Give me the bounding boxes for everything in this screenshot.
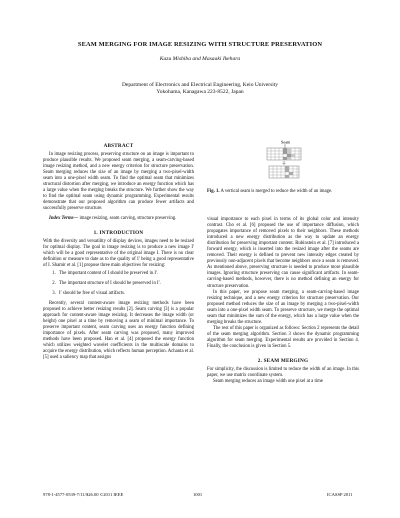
figure-caption [207, 189, 359, 195]
footer-conference: ICASSP 2011 [327, 492, 353, 497]
paper-affiliation [20, 82, 380, 96]
right-paragraph-3: The rest of this paper is organized as follows: Section 2 represents the detail of the seam merging algorithm. Section 3 shows the dynamic programming algorithm for seam merging. Experimental results are provided in Section 4. Finally, the conclusion is given in Section 5. [207, 325, 359, 349]
section-2-heading: 2. SEAM MERGING [257, 358, 309, 365]
intro-heading: 1. INTRODUCTION [93, 229, 144, 236]
left-column [43, 143, 194, 361]
seam-merging-diagram [263, 139, 305, 179]
index-terms [43, 216, 194, 222]
section-2-paragraph-2: Seam merging reduces an image width one pixel at a time [213, 379, 323, 385]
objectives-list [43, 271, 194, 297]
footer-page-number: 1001 [193, 492, 203, 497]
index-terms-text: image resizing, seam carving, structure preserving. [78, 215, 177, 221]
intro-paragraph-1: With the diversity and versatility of display devices, images need to be resized for optimal display. The goal in image resizing is to produce a new image I′ which will be a good representative of the original image I. There is no clear definition or measure to date as to the quality of I′ being a good representative of I. Shamir et al. [1] propose three main objectives for resizing: [43, 238, 194, 268]
right-paragraph-2: In this paper, we propose seam merging, a seam-carving-based image resizing technique, and a new energy criterion for structure preservation. Our proposed method reduces the size of an image by merging a two-pixel-width seam into a one-pixel width seam. To preserve structure, we merge the optimal seam that minimizes the sum of the energy, which has a large value when the merging breaks the structure. [207, 289, 359, 325]
right-column [207, 217, 359, 385]
figure-caption-label: Fig. 1. [207, 189, 220, 194]
seam-label: Seam [281, 139, 291, 145]
paper-title: SEAM MERGING FOR IMAGE RESIZING WITH STRUCTURE PRESERVATION [77, 41, 323, 48]
objective-item: 3. I′ should be free of visual artifacts. [57, 291, 194, 297]
intro-paragraph-2: Recently, several content-aware image resizing methods have been proposed to achieve better resizing results [2]. Seam carving [3] is a popular approach for content-aware image resizing. It decreases the image width (or height) one pixel at a time by removing a seam of minimal importance. To preserve important content, seam carving uses an energy function defining importance of pixels. After seam carving was proposed, many improved methods have been proposed. Han et al. [4] proposed the energy function which utilizes weighted wavelet coefficients in the multiscale domains to acquire the energy distribution, which reflects human perception. Achanta et al. [5] used a saliency map that assigns [43, 300, 194, 361]
objective-item: 2. The important structure of I should be preserved in I′. [57, 281, 194, 287]
figure-caption-text: A vertical seam is merged to reduce the width of an image. [219, 189, 333, 194]
paper-authors: Kazu Mishiba and Masaaki Ikehara [159, 56, 241, 62]
section-2-paragraph-1: For simplicity, the discussion is limited to reduce the width of an image. In this paper, we use matrix coordinate system. [207, 367, 359, 379]
right-paragraph-1: visual importance to each pixel in terms of its global color and intensity contrast. Cho et al. [6] proposed the use of importance diffusion, which propagates importance of removed pixels to their neighbors. These methods introduced a new energy distribution as the way to update an energy distribution for preserving important content. Rubinstein et al. [7] introduced a forward energy, which is inserted into the resized image after the seams are removed. Their energy is defined to prevent new intensity edges created by previously non-adjacent pixels that become neighbors once a seam is removed. As mentioned above, preserving structure is needed to produce more plausible images. Ignoring structure preserving can cause significant artifacts. In seam-carving-based methods, however, there is no method defining an energy for structure preservation. [207, 217, 359, 289]
footer-copyright: 978-1-4577-0539-7/11/$26.00 ©2011 IEEE [43, 492, 124, 497]
index-terms-label: Index Terms— [49, 215, 79, 221]
abstract-text: In image resizing process, preserving structure on an image is important to produce plausible results. We proposed seam merging, a seam-carving-based image resizing method, and a new energy criterion for structure preservation. Seam merging reduces the size of an image by merging a two-pixel-width seam into a one-pixel width seam. To find the optimal seam that minimizes structural distortion after merging, we introduce an energy function which has a large value when the merging breaks the structure. We further show the way to find the optimal seam using dynamic programming. Experimental results demonstrate that our proposed algorithm can produce fewer artifacts and successfully preserve structure. [43, 152, 194, 212]
affiliation-line-2: Yokohama, Kanagawa 223-8522, Japan [156, 89, 244, 96]
objective-item: 1. The important content of I should be preserved in I′. [57, 271, 194, 277]
affiliation-line-1: Department of Electronics and Electrical Engineering, Keio University [121, 82, 279, 88]
abstract-heading: ABSTRACT [103, 143, 134, 149]
figure-1 [204, 139, 364, 209]
arrow-down-icon [283, 161, 286, 165]
